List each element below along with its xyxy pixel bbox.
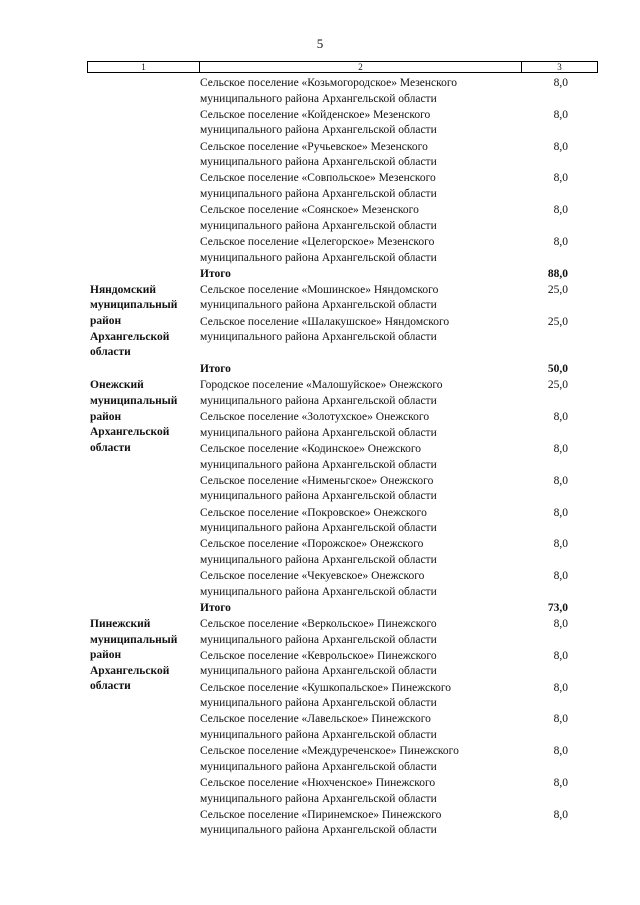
amount-value: 8,0: [553, 108, 568, 121]
table-row: [0, 649, 640, 681]
table-row: [0, 235, 640, 267]
amount-value: 25,0: [547, 315, 568, 328]
total-value: 88,0: [547, 267, 568, 280]
amount-value: 8,0: [553, 649, 568, 662]
settlement-name: Сельское поселение «Лавельское» Пинежского муниципального района Архангельской области: [200, 713, 437, 741]
table-row: [0, 712, 640, 744]
total-label: Итого: [200, 363, 231, 376]
header-col-2: 2: [200, 62, 522, 72]
total-row: [0, 267, 640, 283]
settlement-name: Сельское поселение «Койденское» Мезенского муниципального района Архангельской области: [200, 108, 437, 137]
district-name: Няндомский муниципальный район Архангельской области: [90, 283, 178, 359]
settlement-name: Сельское поселение «Шалакушское» Няндомского муниципального района Архангельской области: [200, 315, 450, 344]
amount-value: 8,0: [553, 204, 568, 217]
table-row: [0, 140, 640, 172]
table-row: [0, 808, 640, 840]
settlement-name: Сельское поселение «Порожское» Онежского муниципального района Архангельской области: [200, 538, 437, 566]
settlement-name: Сельское поселение «Нюхченское» Пинежского муниципального района Архангельской области: [200, 776, 437, 805]
table-row: [0, 744, 640, 776]
table-row: [0, 776, 640, 808]
total-row: [0, 601, 640, 617]
settlement-name: Сельское поселение «Ручьевское» Мезенского муниципального района Архангельской области: [200, 140, 437, 169]
amount-value: 8,0: [553, 506, 568, 519]
settlement-name: Сельское поселение «Соянское» Мезенского муниципального района Архангельской области: [200, 204, 437, 232]
settlement-name: Сельское поселение «Междуреченское» Пинежского муниципального района Архангельской области: [200, 745, 459, 773]
amount-value: 8,0: [553, 77, 568, 89]
total-row: [0, 362, 640, 378]
settlement-name: Сельское поселение «Козьмогородское» Мезенского муниципального района Архангельской области: [200, 77, 458, 105]
amount-value: 8,0: [553, 713, 568, 726]
table-row: [0, 203, 640, 235]
settlement-name: Сельское поселение «Покровское» Онежского муниципального района Архангельской области: [200, 506, 437, 535]
amount-value: 8,0: [553, 681, 568, 694]
settlement-name: Сельское поселение «Совпольское» Мезенского муниципального района Архангельской области: [200, 172, 437, 200]
total-label: Итого: [200, 267, 231, 280]
header-col-3: 3: [557, 62, 562, 72]
table-row: [0, 681, 640, 713]
district-name: Онежский муниципальный район Архангельской области: [90, 379, 178, 454]
amount-value: 25,0: [547, 379, 568, 392]
total-label: Итого: [200, 601, 231, 614]
amount-value: 8,0: [553, 808, 568, 821]
settlement-name: Сельское поселение «Мошинское» Няндомского муниципального района Архангельской области: [200, 283, 439, 312]
amount-value: 8,0: [553, 172, 568, 185]
table-body: [0, 76, 640, 840]
settlement-name: Городское поселение «Малошуйское» Онежского муниципального района Архангельской области: [200, 379, 443, 407]
table-row: [0, 537, 640, 569]
table-row: [0, 315, 640, 347]
page-number: 5: [316, 36, 324, 51]
amount-value: 8,0: [553, 442, 568, 455]
table-row: [0, 76, 640, 108]
settlement-name: Сельское поселение «Веркольское» Пинежского муниципального района Архангельской области: [200, 617, 437, 646]
settlement-name: Сельское поселение «Кеврольское» Пинежского муниципального района Архангельской области: [200, 649, 437, 678]
settlement-name: Сельское поселение «Кодинское» Онежского муниципального района Архангельской области: [200, 442, 437, 471]
table-row: [0, 506, 640, 538]
table-row: [0, 474, 640, 506]
amount-value: 8,0: [553, 745, 568, 758]
table-row: [0, 171, 640, 203]
settlement-name: Сельское поселение «Нименьгское» Онежского муниципального района Архангельской области: [200, 474, 437, 503]
amount-value: 8,0: [553, 617, 568, 630]
header-col-1: 1: [88, 62, 200, 72]
amount-value: 25,0: [547, 283, 568, 296]
amount-value: 8,0: [553, 776, 568, 789]
settlement-name: Сельское поселение «Чекуевское» Онежского муниципального района Архангельской области: [200, 570, 437, 598]
settlement-name: Сельское поселение «Кушкопальское» Пинежского муниципального района Архангельской области: [200, 681, 452, 710]
amount-value: 8,0: [553, 235, 568, 248]
table-row: [0, 410, 640, 442]
settlement-name: Сельское поселение «Золотухское» Онежского муниципального района Архангельской области: [200, 411, 437, 439]
settlement-name: Сельское поселение «Целегорское» Мезенского муниципального района Архангельской области: [200, 235, 437, 264]
total-value: 73,0: [547, 601, 568, 614]
table-row: [0, 569, 640, 601]
settlement-name: Сельское поселение «Пиринемское» Пинежского муниципального района Архангельской области: [200, 808, 442, 837]
amount-value: 8,0: [553, 474, 568, 487]
table-row: [0, 108, 640, 140]
table-row: [0, 442, 640, 474]
total-value: 50,0: [547, 363, 568, 376]
district-name: Пинежский муниципальный район Архангельской области: [90, 617, 178, 693]
amount-value: 8,0: [553, 570, 568, 583]
amount-value: 8,0: [553, 140, 568, 153]
table-header-row: [87, 61, 598, 73]
amount-value: 8,0: [553, 538, 568, 551]
amount-value: 8,0: [553, 411, 568, 424]
